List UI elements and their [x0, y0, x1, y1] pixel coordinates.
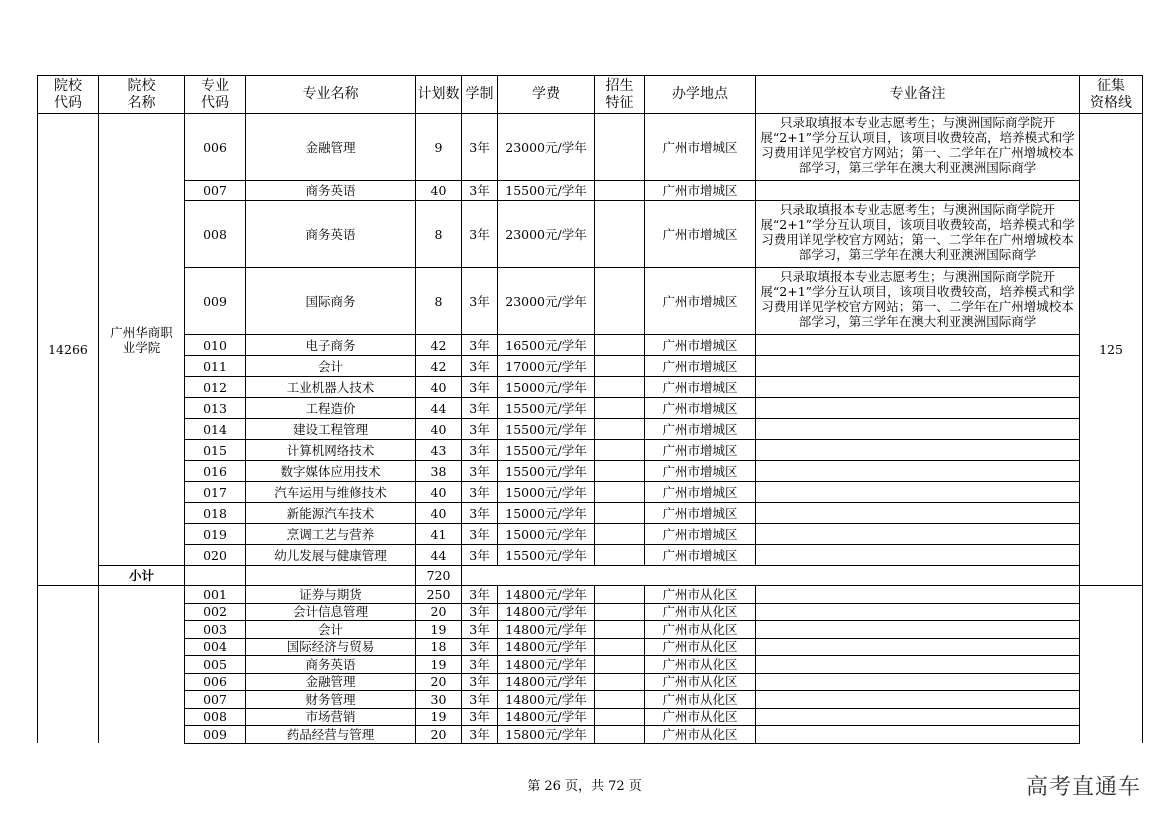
location: 广州市增城区	[645, 114, 756, 181]
enroll-feature	[595, 377, 645, 398]
duration: 3年	[462, 586, 498, 604]
location: 广州市增城区	[645, 268, 756, 335]
major-code: 015	[185, 440, 246, 461]
table-row	[38, 201, 1143, 268]
plan-count: 40	[416, 181, 462, 201]
major-name: 财务管理	[246, 691, 416, 709]
major-name: 电子商务	[246, 335, 416, 356]
duration: 3年	[462, 181, 498, 201]
tuition-header: 学费	[498, 76, 595, 114]
admission-line: 125	[1080, 114, 1143, 586]
plan-count: 44	[416, 545, 462, 566]
major-name: 工程造价	[246, 398, 416, 419]
remark-text: 只录取填报本专业志愿考生；与澳洲国际商学院开展“2+1”学分互认项目，该项目收费较高，培养模式和学习费用详见学校官方网站；第一、二学年在广州增城校本部学习，第三学年在澳大利亚澳洲国际商学	[760, 202, 1075, 262]
location: 广州市增城区	[645, 201, 756, 268]
location: 广州市增城区	[645, 419, 756, 440]
table-row	[38, 524, 1143, 545]
table-row	[38, 461, 1143, 482]
watermark: 高考直通车	[1025, 775, 1141, 800]
school-code: 14266	[38, 114, 99, 586]
major-code: 009	[185, 268, 246, 335]
table-row	[38, 673, 1143, 691]
location: 广州市从化区	[645, 656, 756, 674]
major-name: 市场营销	[246, 708, 416, 726]
remark	[756, 335, 1080, 356]
table-row	[38, 419, 1143, 440]
major-code: 007	[185, 181, 246, 201]
location: 广州市从化区	[645, 586, 756, 604]
table-row	[38, 726, 1143, 744]
tuition: 15000元/学年	[498, 503, 595, 524]
duration: 3年	[462, 708, 498, 726]
tuition: 15500元/学年	[498, 419, 595, 440]
empty-cell	[185, 566, 246, 586]
location: 广州市增城区	[645, 503, 756, 524]
table-row	[38, 440, 1143, 461]
location: 广州市从化区	[645, 603, 756, 621]
duration: 3年	[462, 603, 498, 621]
duration: 3年	[462, 419, 498, 440]
major-code: 007	[185, 691, 246, 709]
remark	[756, 503, 1080, 524]
table-row	[38, 268, 1143, 335]
plan-count: 20	[416, 726, 462, 744]
major-name: 会计	[246, 621, 416, 639]
major-name: 计算机网络技术	[246, 440, 416, 461]
enroll-feature	[595, 440, 645, 461]
remark	[756, 673, 1080, 691]
remark	[756, 656, 1080, 674]
tuition: 23000元/学年	[498, 268, 595, 335]
enroll-feature	[595, 545, 645, 566]
duration: 3年	[462, 726, 498, 744]
location: 广州市从化区	[645, 673, 756, 691]
remark	[756, 482, 1080, 503]
table-row	[38, 181, 1143, 201]
tuition: 15500元/学年	[498, 181, 595, 201]
remark	[756, 524, 1080, 545]
major-code: 006	[185, 673, 246, 691]
duration: 3年	[462, 524, 498, 545]
location: 广州市从化区	[645, 708, 756, 726]
enroll-feature	[595, 726, 645, 744]
remark	[756, 201, 1080, 268]
location: 广州市增城区	[645, 440, 756, 461]
major-code: 006	[185, 114, 246, 181]
location: 广州市从化区	[645, 621, 756, 639]
remark	[756, 603, 1080, 621]
table-row	[38, 377, 1143, 398]
major-name: 商务英语	[246, 201, 416, 268]
remark-text: 只录取填报本专业志愿考生；与澳洲国际商学院开展“2+1”学分互认项目，该项目收费较高，培养模式和学习费用详见学校官方网站；第一、二学年在广州增城校本部学习，第三学年在澳大利亚澳洲国际商学	[760, 269, 1075, 329]
remark-header: 专业备注	[756, 76, 1080, 114]
remark	[756, 419, 1080, 440]
admission-plan-table	[37, 75, 1143, 744]
remark	[756, 181, 1080, 201]
major-name: 商务英语	[246, 656, 416, 674]
duration-header: 学制	[462, 76, 498, 114]
enroll-feature	[595, 114, 645, 181]
tuition: 23000元/学年	[498, 114, 595, 181]
plan-count: 250	[416, 586, 462, 604]
tuition: 15500元/学年	[498, 398, 595, 419]
major-code: 005	[185, 656, 246, 674]
location: 广州市增城区	[645, 524, 756, 545]
major-code: 012	[185, 377, 246, 398]
tuition: 14800元/学年	[498, 603, 595, 621]
major-code: 008	[185, 201, 246, 268]
duration: 3年	[462, 461, 498, 482]
plan-count: 44	[416, 398, 462, 419]
tuition: 15500元/学年	[498, 461, 595, 482]
major-code: 011	[185, 356, 246, 377]
enroll-feature	[595, 586, 645, 604]
major-code: 018	[185, 503, 246, 524]
location: 广州市从化区	[645, 691, 756, 709]
major-code: 013	[185, 398, 246, 419]
enroll-feature	[595, 673, 645, 691]
tuition: 14800元/学年	[498, 656, 595, 674]
duration: 3年	[462, 656, 498, 674]
feature-header: 招生 特征	[595, 76, 645, 114]
table-row	[38, 398, 1143, 419]
enroll-feature	[595, 201, 645, 268]
school-code-header: 院校 代码	[38, 76, 99, 114]
duration: 3年	[462, 398, 498, 419]
page-footer: 第 26 页，共 72 页	[527, 779, 642, 794]
major-code: 009	[185, 726, 246, 744]
remark	[756, 621, 1080, 639]
enroll-feature	[595, 524, 645, 545]
remark	[756, 377, 1080, 398]
duration: 3年	[462, 335, 498, 356]
plan-count: 8	[416, 268, 462, 335]
subtotal-row	[38, 566, 1143, 586]
major-name: 会计	[246, 356, 416, 377]
remark	[756, 440, 1080, 461]
duration: 3年	[462, 638, 498, 656]
duration: 3年	[462, 621, 498, 639]
table-row	[38, 335, 1143, 356]
major-code: 002	[185, 603, 246, 621]
plan-header: 计划数	[416, 76, 462, 114]
major-name: 烹调工艺与营养	[246, 524, 416, 545]
major-name: 药品经营与管理	[246, 726, 416, 744]
major-name: 新能源汽车技术	[246, 503, 416, 524]
major-code: 017	[185, 482, 246, 503]
tuition: 15500元/学年	[498, 545, 595, 566]
plan-count: 40	[416, 419, 462, 440]
tuition: 15000元/学年	[498, 524, 595, 545]
major-name: 商务英语	[246, 181, 416, 201]
table-row	[38, 603, 1143, 621]
location: 广州市从化区	[645, 726, 756, 744]
remark	[756, 638, 1080, 656]
duration: 3年	[462, 673, 498, 691]
major-code: 010	[185, 335, 246, 356]
table-row	[38, 621, 1143, 639]
major-name: 会计信息管理	[246, 603, 416, 621]
plan-count: 41	[416, 524, 462, 545]
major-code: 020	[185, 545, 246, 566]
remark	[756, 356, 1080, 377]
enroll-feature	[595, 482, 645, 503]
location: 广州市增城区	[645, 398, 756, 419]
tuition: 14800元/学年	[498, 621, 595, 639]
tuition: 17000元/学年	[498, 356, 595, 377]
major-name: 数字媒体应用技术	[246, 461, 416, 482]
remark	[756, 586, 1080, 604]
school-code	[38, 586, 99, 744]
tuition: 14800元/学年	[498, 708, 595, 726]
duration: 3年	[462, 482, 498, 503]
location: 广州市增城区	[645, 461, 756, 482]
duration: 3年	[462, 377, 498, 398]
enroll-feature	[595, 691, 645, 709]
plan-count: 42	[416, 335, 462, 356]
location: 广州市从化区	[645, 638, 756, 656]
table-row	[38, 503, 1143, 524]
major-name: 金融管理	[246, 114, 416, 181]
table-row	[38, 691, 1143, 709]
plan-count: 20	[416, 673, 462, 691]
remark	[756, 691, 1080, 709]
major-code: 016	[185, 461, 246, 482]
major-code: 001	[185, 586, 246, 604]
tuition: 16500元/学年	[498, 335, 595, 356]
enroll-feature	[595, 398, 645, 419]
enroll-feature	[595, 181, 645, 201]
line-header: 征集 资格线	[1080, 76, 1143, 114]
enroll-feature	[595, 335, 645, 356]
duration: 3年	[462, 545, 498, 566]
table-row	[38, 482, 1143, 503]
school-name-header: 院校 名称	[99, 76, 185, 114]
school-name	[99, 586, 185, 744]
major-code: 008	[185, 708, 246, 726]
tuition: 14800元/学年	[498, 691, 595, 709]
tuition: 15000元/学年	[498, 482, 595, 503]
location-header: 办学地点	[645, 76, 756, 114]
enroll-feature	[595, 603, 645, 621]
table-row	[38, 708, 1143, 726]
plan-count: 8	[416, 201, 462, 268]
major-code: 019	[185, 524, 246, 545]
major-name-header: 专业名称	[246, 76, 416, 114]
remark	[756, 726, 1080, 744]
remark	[756, 461, 1080, 482]
enroll-feature	[595, 268, 645, 335]
plan-count: 40	[416, 482, 462, 503]
tuition: 23000元/学年	[498, 201, 595, 268]
plan-count: 19	[416, 621, 462, 639]
tuition: 15500元/学年	[498, 440, 595, 461]
major-code: 014	[185, 419, 246, 440]
header-row	[38, 76, 1143, 114]
major-name: 建设工程管理	[246, 419, 416, 440]
plan-count: 40	[416, 377, 462, 398]
tuition: 14800元/学年	[498, 673, 595, 691]
duration: 3年	[462, 440, 498, 461]
remark	[756, 268, 1080, 335]
school-name: 广州华商职 业学院	[99, 114, 185, 566]
major-name: 工业机器人技术	[246, 377, 416, 398]
enroll-feature	[595, 356, 645, 377]
empty-cell	[246, 566, 416, 586]
major-name: 金融管理	[246, 673, 416, 691]
major-name: 证券与期货	[246, 586, 416, 604]
plan-count: 30	[416, 691, 462, 709]
enroll-feature	[595, 638, 645, 656]
enroll-feature	[595, 621, 645, 639]
table-row	[38, 545, 1143, 566]
duration: 3年	[462, 268, 498, 335]
plan-count: 20	[416, 603, 462, 621]
plan-count: 40	[416, 503, 462, 524]
duration: 3年	[462, 201, 498, 268]
remark	[756, 545, 1080, 566]
duration: 3年	[462, 114, 498, 181]
duration: 3年	[462, 691, 498, 709]
enroll-feature	[595, 419, 645, 440]
major-code: 003	[185, 621, 246, 639]
location: 广州市增城区	[645, 356, 756, 377]
major-code-header: 专业 代码	[185, 76, 246, 114]
major-code: 004	[185, 638, 246, 656]
remark-text: 只录取填报本专业志愿考生；与澳洲国际商学院开展“2+1”学分互认项目，该项目收费较高，培养模式和学习费用详见学校官方网站；第一、二学年在广州增城校本部学习，第三学年在澳大利亚澳洲国际商学	[760, 115, 1075, 175]
enroll-feature	[595, 656, 645, 674]
location: 广州市增城区	[645, 377, 756, 398]
remark	[756, 114, 1080, 181]
major-name: 汽车运用与维修技术	[246, 482, 416, 503]
major-name: 幼儿发展与健康管理	[246, 545, 416, 566]
plan-count: 18	[416, 638, 462, 656]
plan-count: 19	[416, 708, 462, 726]
tuition: 14800元/学年	[498, 638, 595, 656]
plan-count: 19	[416, 656, 462, 674]
table-row	[38, 114, 1143, 181]
major-name: 国际经济与贸易	[246, 638, 416, 656]
empty-cell	[462, 566, 1080, 586]
tuition: 15000元/学年	[498, 377, 595, 398]
location: 广州市增城区	[645, 335, 756, 356]
plan-count: 38	[416, 461, 462, 482]
location: 广州市增城区	[645, 482, 756, 503]
table-row	[38, 638, 1143, 656]
plan-count: 9	[416, 114, 462, 181]
enroll-feature	[595, 503, 645, 524]
plan-count: 42	[416, 356, 462, 377]
subtotal-value: 720	[416, 566, 462, 586]
subtotal-label: 小计	[99, 566, 185, 586]
tuition: 15800元/学年	[498, 726, 595, 744]
tuition: 14800元/学年	[498, 586, 595, 604]
table-row	[38, 356, 1143, 377]
location: 广州市增城区	[645, 181, 756, 201]
remark	[756, 708, 1080, 726]
duration: 3年	[462, 356, 498, 377]
major-name: 国际商务	[246, 268, 416, 335]
plan-count: 43	[416, 440, 462, 461]
table-row	[38, 586, 1143, 604]
remark	[756, 398, 1080, 419]
duration: 3年	[462, 503, 498, 524]
table-row	[38, 656, 1143, 674]
enroll-feature	[595, 708, 645, 726]
location: 广州市增城区	[645, 545, 756, 566]
enroll-feature	[595, 461, 645, 482]
admission-line	[1080, 586, 1143, 744]
